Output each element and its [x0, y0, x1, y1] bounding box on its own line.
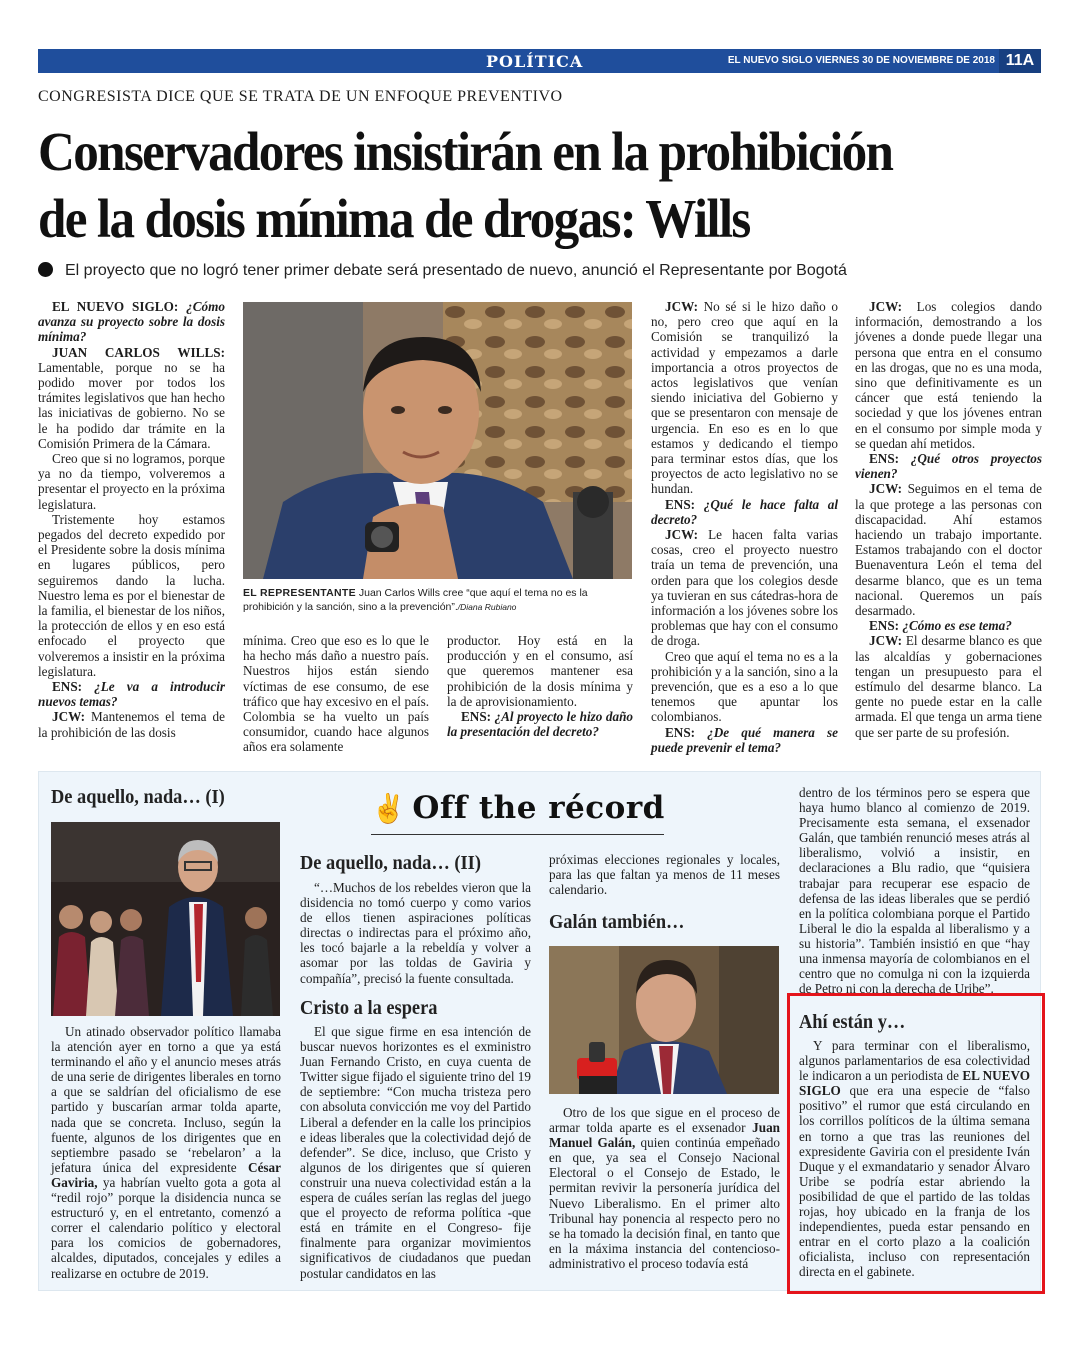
answer-5 [855, 299, 1042, 451]
title-divider [371, 834, 664, 835]
speaker-label: JCW: [665, 527, 698, 543]
question-text: ¿Le va a introducir nuevos temas? [38, 679, 225, 710]
answer-1 [38, 345, 225, 451]
paragraph: dentro de los términos pero se espera que haya humo blanco al comienzo de 2019. Precisamente esta semana, el exsenador Galán, que también renunció meses atrás al liberalismo, volvió a insistir, en declaraciones a Blu radio, que “quisiera trabajar para recuperar ese espacio de defensa de las ideas liberales que se perdió en la política colombiana porque el Partido Liberal le dio la espalda al liberalismo y a su historia”. También insistió en que “hay una inmensa mayoría de colombianos en el centro que no comulga ni con la izquierda de Petro ni con la derecha de Uribe”. [799, 785, 1030, 997]
page-number: 11A [999, 49, 1041, 73]
article-column-1 [38, 299, 225, 740]
answer-3 [651, 299, 838, 497]
section-heading-2: De aquello, nada… (II) [300, 852, 481, 874]
answer-text: Lamentable, porque no se ha podido mover por todos los trámites legislativos que han hecho las iniciativas de gobierno. No se le ha podido dar trámite en la Comisión Primera de la Cámara. [38, 359, 225, 451]
caption-label: EL REPRESENTANTE [243, 587, 356, 599]
gaviria-photo-illustration [51, 822, 280, 1016]
question-5 [651, 725, 838, 755]
paragraph: Tristemente hoy estamos pegados del decreto expedido por el Presidente sobre la dosis mínima en lugares públicos, pero seguiremos dando la lucha. Nuestro lema es por el bienestar de la familia, el bienestar de los niños, la protección de ellos y en eso está enfocado el proyecto que volveremos a insistir en la próxima legislatura. [38, 511, 225, 679]
galan-photo [549, 946, 779, 1094]
answer-text: No sé si le hizo daño o no, pero creo que aquí en la Comisión se tranquilizó la actividad y empezamos a darle importancia a otros proyectos de actos legislativos que venían siendo iniciativa del Gobierno y que se presentaron con mensaje de urgencia. En eso es en lo que estamos y dedicando el tiempo para terminar estos días, que los proyectos de acto legislativo no se hundan. [651, 299, 838, 497]
subhead-text: El proyecto que no logró tener primer debate será presentado de nuevo, anunció el Representante por Bogotá [65, 262, 847, 279]
section-1-text [51, 1024, 281, 1281]
headline-line-2: de la dosis mínima de drogas: Wills [38, 188, 750, 249]
paragraph: productor. Hoy está en la producción y en el consumo, así que queremos mantener esa prohibición de la dosis mínima y la de aprovisionamiento. [447, 633, 633, 709]
speaker-label: EL NUEVO SIGLO: [52, 299, 179, 314]
off-the-record-title [371, 790, 665, 826]
bold-name: César Gaviria, [51, 1159, 282, 1190]
paragraph [51, 1024, 281, 1281]
answer-text: Mantenemos el tema de la prohibición de las dosis [38, 709, 225, 740]
speaker-label: JCW: [52, 709, 85, 725]
section-name: POLÍTICA [486, 52, 584, 71]
section-heading-4: Galán también… [549, 911, 685, 933]
question-4 [651, 497, 838, 527]
paragraph: El que sigue firme en esa intención de buscar nuevos horizontes es el exministro Juan Fernando Cristo, en cuya cuenta de Twitter sigue fijado el siguiente trino del 19 de septiembre: “Con mucha tristeza pero con absoluta convicción me voy del Partido Liberal a defender en la calle los principios e ideas liberales que la colectividad dejó de defender”. Se dice, incluso, que Cristo y algunos de los dirigentes que sí quieren construir una nueva colectividad están a la espera de cuáles serían las reglas del juego que el proyecto de reforma política -que está en trámite en el Congreso- fije finalmente para organizar movimientos significativos de ciudadanos que puedan postular candidatos en las [300, 1024, 531, 1281]
bold-name: Juan Manuel Galán, [549, 1120, 780, 1151]
paragraph: mínima. Creo que eso es lo que le ha hecho más daño a nuestro país. Nuestros hijos están siendo víctimas de ese consumo, de ese tráfico que hay excesivo en el país. Colombia se ha vuelto un país consumidor, cuando hace algunos años era solamente [243, 633, 429, 755]
victory-hand-icon: ✌ [371, 792, 407, 825]
question-text: ¿Qué otros proyectos vienen? [855, 451, 1042, 482]
speaker-label: ENS: [869, 451, 900, 467]
text-segment: ya habrían vuelto gota a gota al “redil rojo” porque la disidencia nunca se estructuró y, en el entretanto, comenzó a correr el calendario político y electoral para los comicios de gobernadores, alcaldes, diputados, concejales y ediles a realizarse en octubre de 2019. [51, 1174, 281, 1281]
section-4-text [549, 1105, 780, 1271]
answer-text: Seguimos en el tema de la que protege a las personas con discapacidad. Ahí estamos haciendo un trabajo importante. Estamos trabajando con el doctor Buenaventura León el tema del desarme blanco, que es un tema nacional. Queremos un país desarmado. [855, 481, 1042, 619]
speaker-label: ENS: [665, 496, 696, 512]
text-segment: Un atinado observador político llamaba la atención ayer en torno a que ya está terminando el año y el anuncio meses atrás de una serie de dirigentes liberales en torno a que se saldrían del oficialismo de ese partido y buscarían armar tolda aparte, nada que se concreta. Incluso, según la fuente, algunos de los dirigentes que en septiembre pasado se ‘rebelaron’ a la jefatura única del expresidente [51, 1024, 281, 1175]
paragraph [549, 1105, 780, 1271]
answer-7 [855, 633, 1042, 739]
representative-photo [243, 302, 632, 579]
answer-text: Le hacen falta varias cosas, creo el proyecto nuestro traía un tema de prevención, una orden para que los colegios desde ya tuvieran en sus cátedras-hora de información a los jóvenes sobre los problemas que hay con el consumo de droga. [651, 527, 839, 649]
question-2 [38, 679, 225, 709]
section-heading-5: Ahí están y… [799, 1011, 906, 1033]
speaker-label: JCW: [869, 633, 902, 649]
photo-credit: /Diana Rubiano [457, 601, 517, 612]
article-column-5 [855, 299, 1042, 740]
representative-photo-illustration [243, 302, 632, 579]
article-column-3 [447, 633, 633, 739]
question-text: ¿Al proyecto le hizo daño la presentación del decreto? [447, 709, 633, 740]
question-text: ¿De qué manera se puede prevenir el tema? [651, 724, 838, 755]
speaker-label: JUAN CARLOS WILLS: [52, 344, 225, 360]
question-text: ¿Cómo es ese tema? [902, 618, 1012, 634]
article-column-4 [651, 299, 838, 755]
paragraph: “…Muchos de los rebeldes vieron que la disidencia no tomó cuerpo y como varios de ellos tienen aspiraciones políticas directas o indirectas para el próximo año, les tocó bajarle a la rebeldía y volver a asomar por las toldas de Gaviria y compañía”, precisó la fuente consultada. [300, 880, 531, 986]
text-segment: Y para terminar con el liberalismo, algunos parlamentarios de esa colectividad le indicaron a un periodista de [799, 1038, 1030, 1084]
paragraph: Creo que aquí el tema no es a la prohibición y a la sanción, sino a la prevención, que es a eso a lo que tenemos que apuntar los colombianos. [651, 648, 838, 725]
photo-caption [243, 587, 632, 614]
bullet-icon [38, 262, 53, 277]
section-5-text [799, 1038, 1030, 1280]
speaker-label: JCW: [869, 299, 902, 314]
section-heading-3: Cristo a la espera [300, 997, 438, 1019]
speaker-label: ENS: [461, 709, 492, 725]
off-the-record-title-text: Off the récord [412, 790, 665, 826]
question-text: ¿Cómo avanza su proyecto sobre la dosis mínima? [38, 299, 225, 345]
headline-line-1: Conservadores insistirán en la prohibición [38, 121, 893, 182]
question-1 [38, 299, 225, 345]
text-segment: quien continúa empeñado en que, ya sea el Consejo Nacional Electoral o el Consejo de Estado, le permitan revivir la personería jurídica del Nuevo Liberalismo. En el primer alto Tribunal hay ponencia al respecto pero no se ha tomado la decisión final, en tanto que en la máxima instancia del contencioso-administrativo el proceso todavía está [549, 1135, 780, 1271]
question-text: ¿Qué le hace falta al decreto? [651, 496, 839, 527]
text-segment: que era una especie de “falso positivo” el rumor que está circulando en los corrillos políticos de la última semana en torno a que tras las reuniones del expresidente Gaviria con el presidente Iván Duque y el exmandatario y senador Álvaro Uribe se podría estar abriendo la posibilidad de que el partido de las toldas rojas, hoy ubicado en la franja de los independientes, pueda estar pensando en entrar en el corto plazo a la coalición oficialista, incluso con representación directa en el gabinete. [799, 1083, 1030, 1280]
speaker-label: ENS: [665, 724, 696, 740]
bold-name: EL NUEVO SIGLO [799, 1068, 1030, 1099]
question-7 [855, 618, 1042, 633]
speaker-label: ENS: [869, 618, 900, 634]
section-2-text [300, 880, 531, 986]
galan-photo-illustration [549, 946, 779, 1094]
text-segment: Otro de los que sigue en el proceso de armar tolda aparte es el exsenador [549, 1105, 780, 1136]
paragraph [799, 1038, 1030, 1280]
speaker-label: JCW: [869, 481, 902, 497]
caption-text: Juan Carlos Wills cree “que aquí el tema no es la prohibición y la sanción, sino a la prevención”. [243, 587, 588, 613]
answer-text: El desarme blanco es que las alcaldías y gobernaciones tengan un presupuesto para el estímulo del desarme blanco. La gente no puede estar en la calle armada. El que tenga un arma tiene que ser parte de su profesión. [855, 633, 1042, 740]
article-column-2 [243, 633, 429, 755]
speaker-label: ENS: [52, 679, 83, 695]
paragraph: Creo que si no logramos, porque ya no da tiempo, volveremos a presentar el proyecto en la próxima legislatura. [38, 451, 225, 512]
section-heading-1: De aquello, nada… (I) [51, 786, 225, 808]
answer-text: Los colegios dando información, demostrando a los jóvenes a donde puede llegar una persona que entra en el consumo en las drogas, que no es una moda, sino que definitivamente es un cáncer que está teniendo la sociedad y que los jóvenes entran en el consumo por simple moda y se quedan ahí metidos. [855, 299, 1042, 451]
answer-2 [38, 709, 225, 739]
newspaper-date-line: EL NUEVO SIGLO VIERNES 30 DE NOVIEMBRE DE 2018 [727, 55, 995, 66]
answer-6 [855, 481, 1042, 618]
article-subhead [38, 262, 847, 280]
article-headline [38, 118, 977, 252]
article-kicker: CONGRESISTA DICE QUE SE TRATA DE UN ENFOQUE PREVENTIVO [38, 88, 563, 105]
section-3-continuation [549, 852, 780, 897]
question-3 [447, 709, 633, 739]
section-4-continuation [799, 785, 1030, 997]
section-3-text [300, 1024, 531, 1281]
question-6 [855, 451, 1042, 481]
speaker-label: JCW: [665, 299, 698, 314]
paragraph: próximas elecciones regionales y locales, para las que faltan ya menos de 11 meses calendario. [549, 852, 780, 898]
answer-4 [651, 527, 838, 649]
section-header-bar [38, 49, 1041, 73]
gaviria-photo [51, 822, 280, 1016]
